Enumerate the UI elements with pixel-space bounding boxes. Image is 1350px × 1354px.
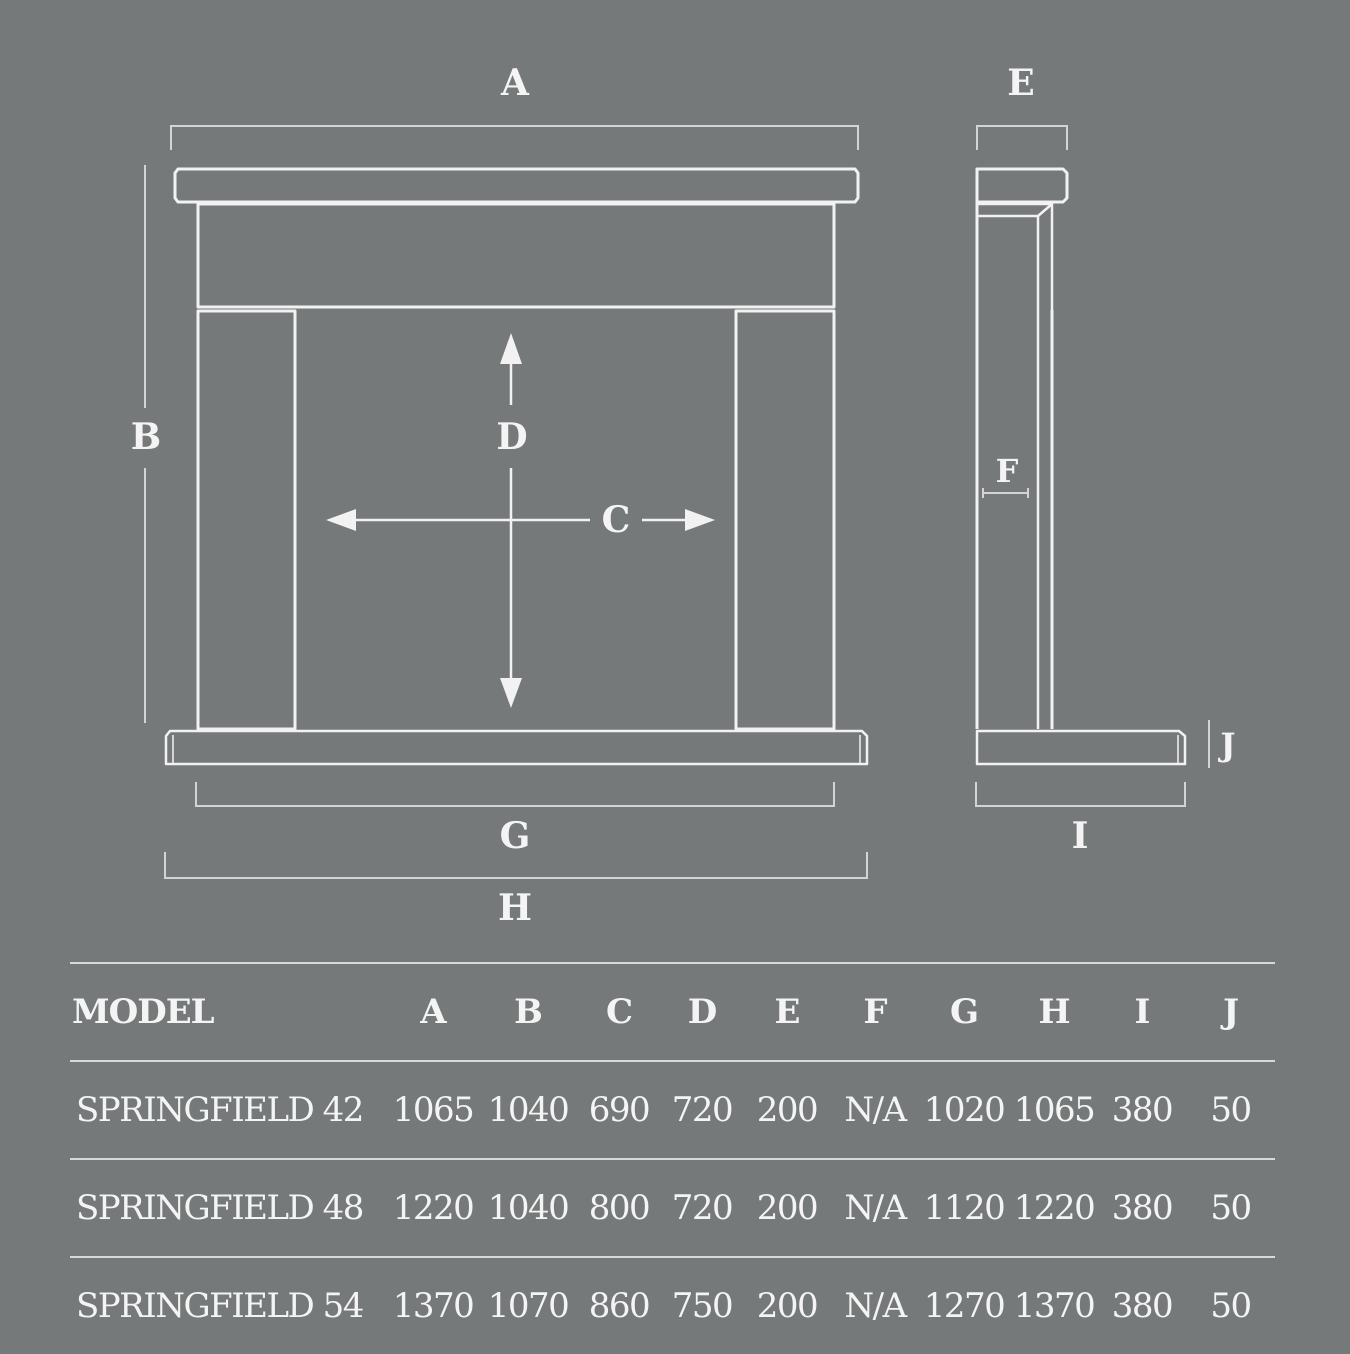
cell-f: N/A [832,1159,918,1257]
cell-d: 720 [662,1159,742,1257]
label-d: D [496,416,528,458]
cell-i: 380 [1111,1286,1173,1326]
dimension-a-bracket [171,126,858,150]
cell-model: SPRINGFIELD 54 [76,1286,363,1326]
header-h: H [1010,963,1098,1061]
side-shelf [977,169,1067,202]
side-hearth [977,731,1185,764]
cell-b: 1040 [480,1159,576,1257]
header-e: E [742,963,832,1061]
label-f: F [995,452,1019,490]
dimension-g-bracket [196,782,834,806]
cell-f: N/A [832,1061,918,1159]
mantel-shelf [175,169,858,202]
label-g: G [499,815,531,857]
header-f: F [832,963,918,1061]
cell-a: 1065 [386,1061,480,1159]
label-c: C [601,499,631,541]
cell-model: SPRINGFIELD 48 [70,1159,386,1257]
cell-d: 720 [662,1061,742,1159]
cell-j: 50 [1186,1061,1275,1159]
cell-i: 380 [1098,1061,1186,1159]
cell-c: 860 [588,1286,650,1326]
cell-g: 1020 [918,1061,1010,1159]
cell-c: 690 [576,1061,662,1159]
cell-h: 1370 [1013,1286,1095,1326]
label-j: J [1220,726,1236,764]
arrow-head-up [500,333,522,364]
cell-g: 1270 [923,1286,1005,1326]
cell-f: N/A [844,1286,906,1326]
right-leg [736,311,834,729]
cell-c: 800 [576,1159,662,1257]
header-b: B [480,963,576,1061]
header-i: I [1098,963,1186,1061]
arrow-head-right [685,509,715,531]
table-row [70,1061,1275,1159]
cell-j: 50 [1186,1159,1275,1257]
arrow-head-left [326,509,356,531]
label-i: I [1071,815,1089,857]
header-model: MODEL [70,963,386,1061]
dimensions-table [70,962,1275,1354]
table-row [70,1257,1275,1354]
table-row [70,1159,1275,1257]
header-c: C [576,963,662,1061]
cell-e: 200 [742,1061,832,1159]
header-g: G [918,963,1010,1061]
label-b: B [130,416,162,458]
left-leg [198,311,295,729]
cell-e: 200 [742,1159,832,1257]
cell-j: 50 [1210,1286,1251,1326]
cell-g: 1120 [918,1159,1010,1257]
table-header-row [70,963,1275,1061]
frieze-panel [198,204,834,307]
cell-b: 1040 [480,1061,576,1159]
cell-i: 380 [1098,1159,1186,1257]
cell-a: 1370 [392,1286,474,1326]
header-a: A [386,963,480,1061]
cell-a: 1220 [386,1159,480,1257]
dimension-i-bracket [976,782,1185,806]
label-e: E [1007,62,1035,104]
cell-d: 750 [671,1286,733,1326]
label-h: H [497,887,533,929]
header-d: D [662,963,742,1061]
hearth [166,731,867,764]
cell-h: 1220 [1010,1159,1098,1257]
cell-b: 1070 [487,1286,569,1326]
cell-e: 200 [756,1286,818,1326]
cell-h: 1065 [1010,1061,1098,1159]
cell-model: SPRINGFIELD 42 [70,1061,386,1159]
arrow-head-down [500,678,522,708]
dimension-e-bracket [977,126,1067,150]
header-j: J [1186,963,1275,1061]
label-a: A [501,62,529,104]
